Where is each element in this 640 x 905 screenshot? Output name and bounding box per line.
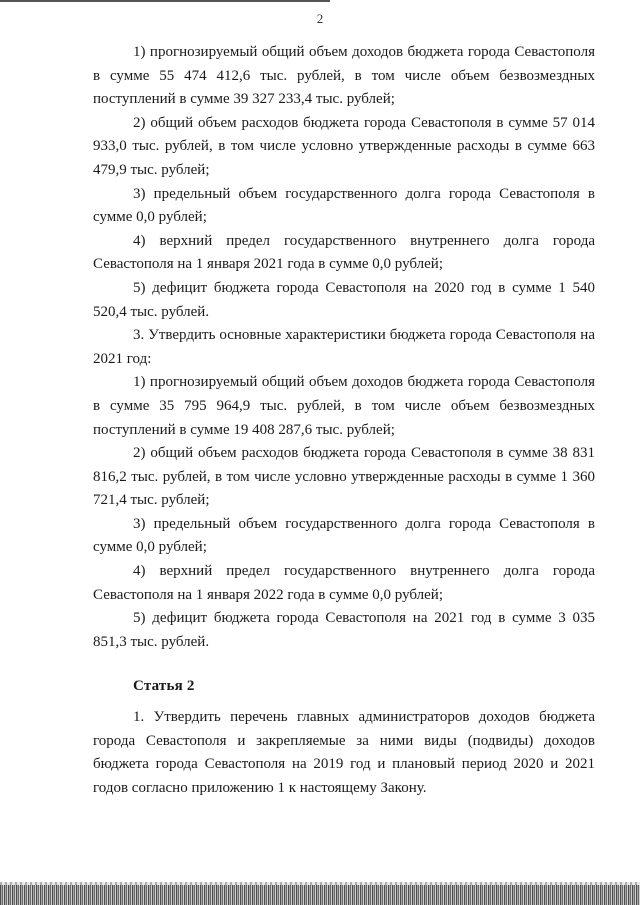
page-number: 2 [316, 11, 324, 26]
scan-top-edge [0, 0, 330, 2]
paragraph-deficit-2021: 5) дефицит бюджета города Севастополя на 2021 год в сумме 3 035 851,3 тыс. рублей. [93, 610, 595, 650]
paragraph-revenue-2021: 1) прогнозируемый общий объем доходов бюджета города Севастополя в сумме 35 795 964,9 тыс. рублей, в том числе объем безвозмездных поступлений в сумме 19 408 287,6 тыс. рублей; [93, 374, 595, 438]
paragraph-debt-limit-2021: 3) предельный объем государственного долга города Севастополя в сумме 0,0 рублей; [93, 515, 595, 556]
paragraph-expenses-2021: 2) общий объем расходов бюджета города Севастополя в сумме 38 831 816,2 тыс. рублей, в том числе условно утвержденные расходы в сумме 1 360 721,4 тыс. рублей; [93, 445, 595, 509]
paragraph-debt-ceiling-2021: 4) верхний предел государственного внутреннего долга города Севастополя на 1 января 2021 года в сумме 0,0 рублей; [93, 232, 595, 273]
article-body [93, 706, 595, 800]
paragraph-debt-ceiling-2022: 4) верхний предел государственного внутреннего долга города Севастополя на 1 января 2022 года в сумме 0,0 рублей; [93, 563, 595, 603]
paragraph-debt-limit-2020: 3) предельный объем государственного долга города Севастополя в сумме 0,0 рублей; [93, 185, 595, 226]
paragraph-deficit-2020: 5) дефицит бюджета города Севастополя на 2020 год в сумме 1 540 520,4 тыс. рублей. [93, 279, 595, 320]
paragraph-revenue-2020: 1) прогнозируемый общий объем доходов бюджета города Севастополя в сумме 55 474 412,6 тыс. рублей, в том числе объем безвозмездных поступлений в сумме 39 327 233,4 тыс. рублей; [93, 44, 595, 108]
paragraph-expenses-2020: 2) общий объем расходов бюджета города Севастополя в сумме 57 014 933,0 тыс. рублей, в том числе условно утвержденные расходы в сумме 663 479,9 тыс. рублей; [93, 114, 595, 178]
paragraph-clause-3: 3. Утвердить основные характеристики бюджета города Севастополя на 2021 год: [93, 327, 595, 367]
article-paragraph: 1. Утвердить перечень главных администраторов доходов бюджета города Севастополя и закрепляемые за ними виды (подвиды) доходов бюджета города Севастополя на 2019 год и плановый период 2020 и 2021 годов согласно приложению 1 к настоящему Закону. [93, 709, 595, 796]
document-body [93, 41, 595, 654]
article-heading: Статья 2 [133, 678, 195, 694]
scan-noise-strip [0, 885, 640, 905]
